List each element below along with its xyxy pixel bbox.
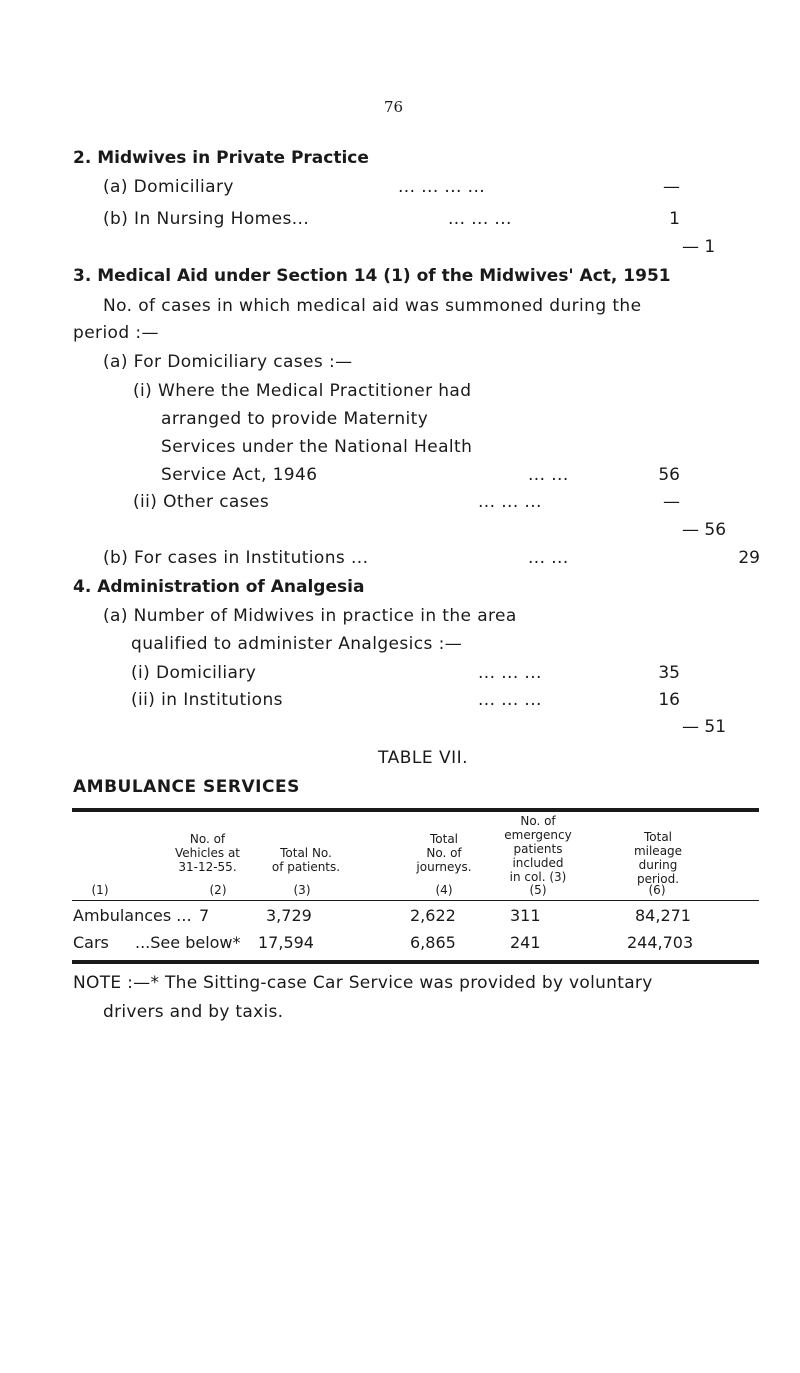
s4-a-ii-value: 16	[658, 690, 680, 710]
table-bottom-rule	[72, 960, 759, 964]
header-journeys: Total No. of journeys.	[416, 832, 472, 874]
row2-patients: 17,594	[258, 933, 314, 952]
s3-intro-line1: No. of cases in which medical aid was summoned during the	[103, 296, 642, 316]
s3-b-dots: ... ...	[528, 548, 569, 568]
row2-mileage: 244,703	[627, 933, 694, 952]
header-emergency: No. of emergency patients included in col. (3)	[504, 814, 572, 884]
row2-vehicles: ...See below*	[135, 933, 241, 952]
s3-b-label: (b) For cases in Institutions ...	[103, 548, 369, 568]
s3-ii-value: —	[663, 492, 680, 512]
s4-a-line1: (a) Number of Midwives in practice in the area	[103, 606, 517, 626]
row2-emergency: 241	[510, 933, 541, 952]
col-number-5: (5)	[529, 883, 547, 897]
section-4-title: 4. Administration of Analgesia	[73, 577, 365, 597]
row1-journeys: 2,622	[410, 906, 456, 925]
s4-a-ii-label: (ii) in Institutions	[131, 690, 283, 710]
s4-a-i-value: 35	[658, 663, 680, 683]
s3-ii-label: (ii) Other cases	[133, 492, 270, 512]
col-number-2: (2)	[209, 883, 227, 897]
row1-type: Ambulances ...	[73, 906, 192, 925]
s3-i-line1: (i) Where the Medical Practitioner had	[133, 381, 472, 401]
s3-a-label: (a) For Domiciliary cases :—	[103, 352, 353, 372]
table-header-rule	[72, 900, 759, 901]
col-number-6: (6)	[648, 883, 666, 897]
s3-intro-line2: period :—	[73, 323, 159, 343]
col-number-4: (4)	[435, 883, 453, 897]
row1-emergency: 311	[510, 906, 541, 925]
row1-mileage: 84,271	[635, 906, 691, 925]
s3-ii-dots: ... ... ...	[478, 492, 542, 512]
row1-patients: 3,729	[266, 906, 312, 925]
s2-a-value: —	[663, 177, 680, 197]
section-2-title: 2. Midwives in Private Practice	[73, 148, 369, 168]
s4-a-total: — 51	[682, 717, 727, 737]
s3-i-dots: ... ...	[528, 465, 569, 485]
note-line-2: drivers and by taxis.	[103, 1002, 284, 1022]
s3-i-line4: Service Act, 1946	[161, 465, 318, 485]
section-3-title: 3. Medical Aid under Section 14 (1) of the Midwives' Act, 1951	[73, 266, 671, 286]
header-mileage: Total mileage during period.	[633, 830, 683, 886]
row2-journeys: 6,865	[410, 933, 456, 952]
s2-b-label: (b) In Nursing Homes...	[103, 209, 310, 229]
s2-b-value: 1	[669, 209, 680, 229]
s2-b-dots: ... ... ...	[448, 209, 512, 229]
s2-a-dots: ... ... ... ...	[398, 177, 486, 197]
s4-a-line2: qualified to administer Analgesics :—	[131, 634, 463, 654]
col-number-3: (3)	[293, 883, 311, 897]
header-vehicles: No. of Vehicles at 31-12-55.	[174, 832, 241, 874]
s3-i-line3: Services under the National Health	[161, 437, 473, 457]
s4-a-ii-dots: ... ... ...	[478, 690, 542, 710]
row2-type: Cars	[73, 933, 109, 952]
s3-b-value: 29	[738, 548, 760, 568]
row1-vehicles: 7	[199, 906, 210, 925]
s3-i-line2: arranged to provide Maternity	[161, 409, 429, 429]
col-number-1: (1)	[91, 883, 109, 897]
note-line-1: NOTE :—* The Sitting-case Car Service was provided by voluntary	[73, 973, 653, 993]
s4-a-i-dots: ... ... ...	[478, 663, 542, 683]
table-top-rule	[72, 808, 759, 812]
s4-a-i-label: (i) Domiciliary	[131, 663, 257, 683]
s3-i-value: 56	[658, 465, 680, 485]
s2-a-label: (a) Domiciliary	[103, 177, 234, 197]
page-number: 76	[384, 98, 404, 116]
s3-a-total: — 56	[682, 520, 727, 540]
table-title: AMBULANCE SERVICES	[73, 777, 300, 797]
header-patients: Total No. of patients.	[271, 846, 341, 874]
table-caption: TABLE VII.	[378, 748, 469, 768]
s2-total: — 1	[682, 237, 716, 257]
